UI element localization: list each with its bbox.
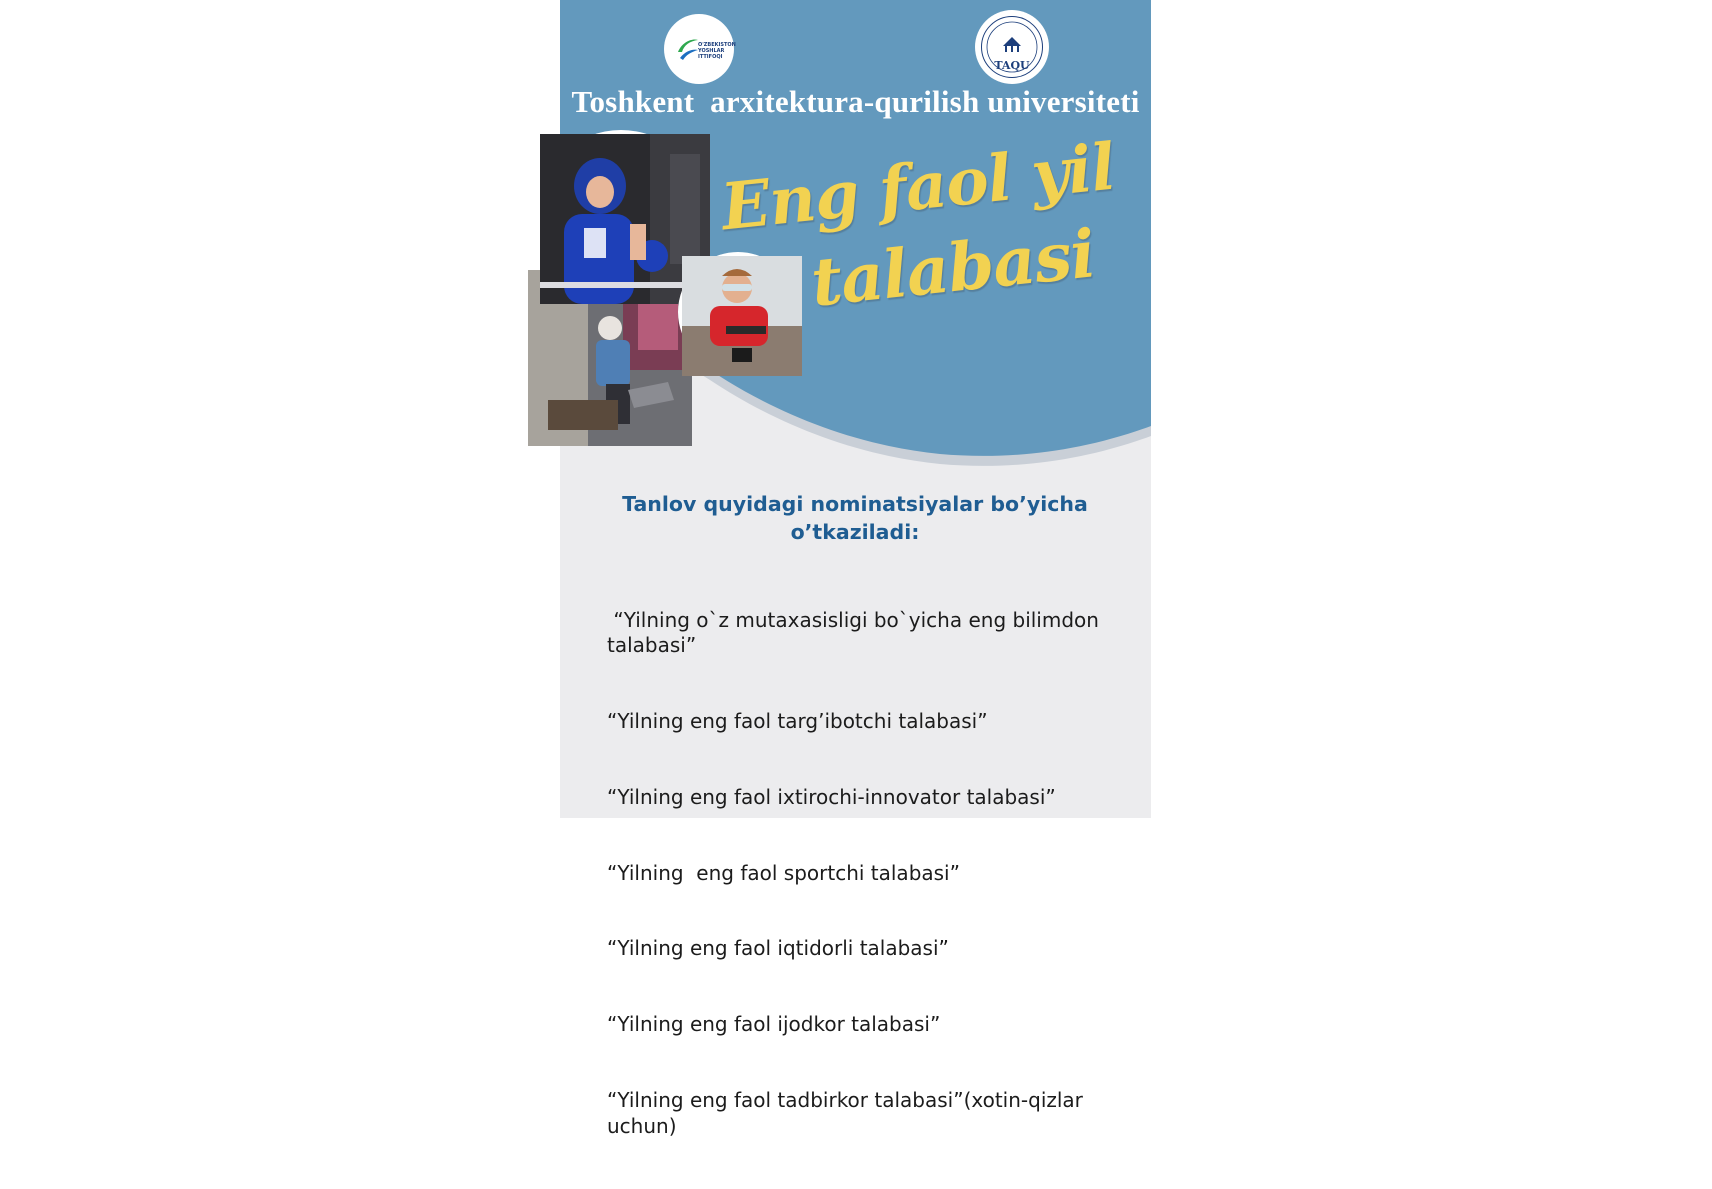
list-item: “Yilning eng faol ijodkor talabasi”: [607, 1012, 941, 1037]
list-item: “Yilning eng faol tadbirkor talabasi”(xotin-qizlar uchun): [607, 1088, 1090, 1138]
event-title-line2: talabasi: [807, 214, 1099, 322]
list-item: “Yilning o`z mutaxasisligi bo`yicha eng bilimdon talabasi”: [607, 607, 1106, 657]
university-abbr: TAQU: [994, 58, 1030, 72]
list-item: “Yilning eng faol iqtidorli talabasi”: [607, 936, 949, 961]
nominations-heading: Tanlov quyidagi nominatsiyalar bo’yicha o’tkaziladi:: [622, 492, 1088, 544]
event-title: [685, 129, 1151, 322]
event-poster: [560, 0, 1151, 1138]
youth-union-logo-text: O'ZBEKISTON YOSHLAR ITTIFOQI: [698, 42, 736, 60]
university-logo: [975, 10, 1049, 84]
university-seal-icon: [981, 16, 1043, 78]
event-title-line1: Eng faol yil: [717, 129, 1119, 246]
nominations-list: [607, 557, 1137, 1189]
list-item: “Yilning eng faol targ’ibotchi talabasi”: [607, 708, 988, 733]
boxer-photo: [536, 130, 706, 300]
youth-union-logo: [664, 14, 734, 84]
list-item: “Yilning eng faol ixtirochi-innovator talabasi”: [607, 784, 1056, 809]
university-name: Toshkent arxitektura-qurilish universiteti: [571, 84, 1140, 119]
list-item: “Yilning eng faol sportchi talabasi”: [607, 860, 960, 885]
